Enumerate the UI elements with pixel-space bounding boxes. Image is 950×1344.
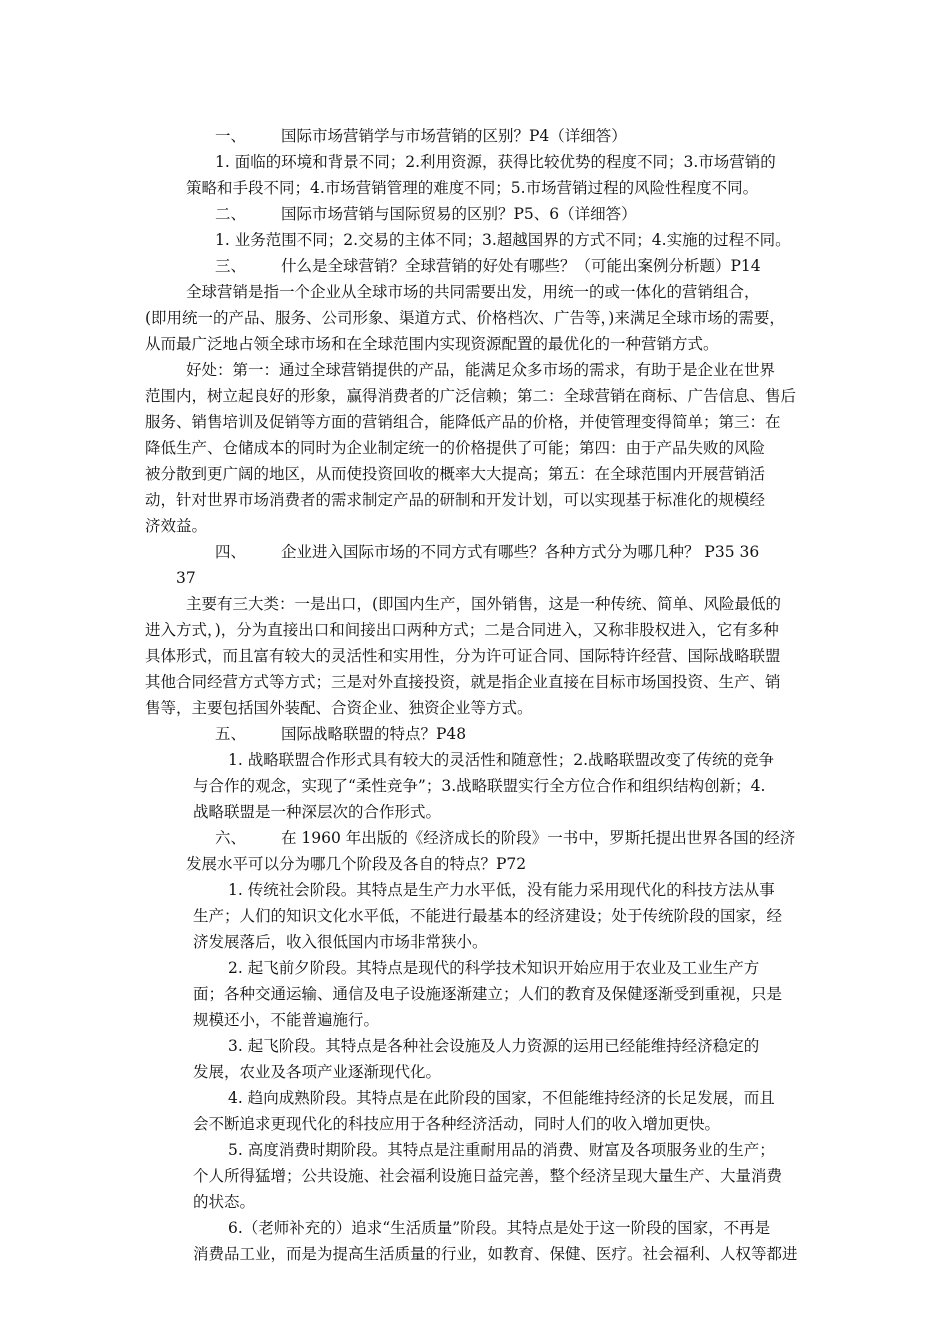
section-6-line-11: 5. 高度消费时期阶段。其特点是注重耐用品的消费、财富及各项服务业的生产； <box>228 1141 775 1159</box>
section-4-line-1: 主要有三大类：一是出口，(即国内生产，国外销售，这是一种传统、简单、风险最低的 <box>186 595 782 613</box>
section-1-line-2: 策略和手段不同；4.市场营销管理的难度不同；5.市场营销过程的风险性程度不同。 <box>186 179 759 197</box>
section-2-line-1: 1. 业务范围不同；2.交易的主体不同；3.超越国界的方式不同；4.实施的过程不同。 <box>215 231 791 249</box>
section-6-line-10: 会不断追求更现代化的科技应用于各种经济活动，同时人们的收入增加更快。 <box>193 1115 721 1133</box>
section-4-title: 企业进入国际市场的不同方式有哪些？各种方式分为哪几种？ P35 36 <box>281 543 760 561</box>
section-5-number: 五、 <box>215 725 247 743</box>
section-1-line-1: 1. 面临的环境和背景不同；2.利用资源，获得比较优势的程度不同；3.市场营销的 <box>215 153 776 171</box>
section-3-line-10: 济效益。 <box>145 517 208 535</box>
section-6-line-8: 发展，农业及各项产业逐渐现代化。 <box>193 1063 442 1081</box>
section-6-line-3: 济发展落后，收入很低国内市场非常狭小。 <box>193 933 488 951</box>
section-1-heading <box>215 123 627 149</box>
section-3-heading <box>215 253 761 279</box>
section-1-number: 一、 <box>215 127 247 145</box>
section-6-line-1: 1. 传统社会阶段。其特点是生产力水平低，没有能力采用现代化的科技方法从事 <box>228 881 775 899</box>
section-3-line-4: 好处：第一：通过全球营销提供的产品，能满足众多市场的需求，有助于是企业在世界 <box>186 361 776 379</box>
section-6-number: 六、 <box>215 829 247 847</box>
section-2-heading <box>215 201 637 227</box>
section-3-line-5: 范围内，树立起良好的形象，赢得消费者的广泛信赖；第二：全球营销在商标、广告信息、售后 <box>145 387 797 405</box>
section-6-line-9: 4. 趋向成熟阶段。其特点是在此阶段的国家，不但能维持经济的长足发展，而且 <box>228 1089 775 1107</box>
section-3-title: 什么是全球营销？全球营销的好处有哪些？（可能出案例分析题）P14 <box>281 257 761 275</box>
section-3-line-2: (即用统一的产品、服务、公司形象、渠道方式、价格档次、广告等，)来满足全球市场的需要， <box>145 309 785 327</box>
section-5-heading <box>215 721 466 747</box>
section-3-line-1: 全球营销是指一个企业从全球市场的共同需要出发，用统一的或一体化的营销组合， <box>186 283 760 301</box>
section-6-line-6: 规模还小，不能普遍施行。 <box>193 1011 380 1029</box>
section-4-heading <box>215 539 759 565</box>
section-5-title: 国际战略联盟的特点？P48 <box>281 725 467 743</box>
section-4-line-4: 其他合同经营方式等方式；三是对外直接投资，就是指企业直接在目标市场国投资、生产、销 <box>145 673 781 691</box>
section-6-title: 在 1960 年出版的《经济成长的阶段》一书中，罗斯托提出世界各国的经济 <box>281 829 796 847</box>
section-5-line-1: 1. 战略联盟合作形式具有较大的灵活性和随意性；2.战略联盟改变了传统的竞争 <box>228 751 775 769</box>
section-6-heading-continued: 发展水平可以分为哪几个阶段及各自的特点？P72 <box>186 855 527 873</box>
section-6-line-15: 消费品工业，而是为提高生活质量的行业，如教育、保健、医疗。社会福利、人权等都进 <box>193 1245 798 1263</box>
section-3-line-8: 被分散到更广阔的地区，从而使投资回收的概率大大提高；第五：在全球范围内开展营销活 <box>145 465 766 483</box>
section-6-line-12: 个人所得猛增；公共设施、社会福利设施日益完善，整个经济呈现大量生产、大量消费 <box>193 1167 783 1185</box>
section-3-line-9: 动，针对世界市场消费者的需求制定产品的研制和开发计划，可以实现基于标准化的规模经 <box>145 491 766 509</box>
section-4-number: 四、 <box>215 543 247 561</box>
section-6-heading <box>215 825 795 851</box>
section-6-line-7: 3. 起飞阶段。其特点是各种社会设施及人力资源的运用已经能维持经济稳定的 <box>228 1037 760 1055</box>
section-3-line-7: 降低生产、仓储成本的同时为企业制定统一的价格提供了可能；第四：由于产品失败的风险 <box>145 439 766 457</box>
section-2-title: 国际市场营销与国际贸易的区别？P5、6（详细答） <box>281 205 637 223</box>
section-2-number: 二、 <box>215 205 247 223</box>
section-4-line-2: 进入方式，)，分为直接出口和间接出口两种方式；二是合同进入，又称非股权进入，它有多种 <box>145 621 779 639</box>
section-5-line-3: 战略联盟是一种深层次的合作形式。 <box>193 803 442 821</box>
section-3-line-3: 从而最广泛地占领全球市场和在全球范围内实现资源配置的最优化的一种营销方式。 <box>145 335 719 353</box>
section-5-line-2: 与合作的观念，实现了“柔性竞争”；3.战略联盟实行全方位合作和组织结构创新；4. <box>193 777 766 795</box>
section-6-line-14: 6.（老师补充的）追求“生活质量”阶段。其特点是处于这一阶段的国家，不再是 <box>228 1219 771 1237</box>
section-1-title: 国际市场营销学与市场营销的区别？P4（详细答） <box>281 127 627 145</box>
section-6-line-5: 面；各种交通运输、通信及电子设施逐渐建立；人们的教育及保健逐渐受到重视，只是 <box>193 985 783 1003</box>
section-6-line-13: 的状态。 <box>193 1193 256 1211</box>
section-3-line-6: 服务、销售培训及促销等方面的营销组合，能降低产品的价格，并使管理变得简单；第三：在 <box>145 413 781 431</box>
section-4-heading-continued: 37 <box>176 569 196 587</box>
section-6-line-2: 生产；人们的知识文化水平低，不能进行最基本的经济建设；处于传统阶段的国家，经 <box>193 907 783 925</box>
section-6-line-4: 2. 起飞前夕阶段。其特点是现代的科学技术知识开始应用于农业及工业生产方 <box>228 959 760 977</box>
section-3-number: 三、 <box>215 257 247 275</box>
section-4-line-5: 售等，主要包括国外装配、合资企业、独资企业等方式。 <box>145 699 533 717</box>
section-4-line-3: 具体形式，而且富有较大的灵活性和实用性，分为许可证合同、国际特许经营、国际战略联盟 <box>145 647 781 665</box>
